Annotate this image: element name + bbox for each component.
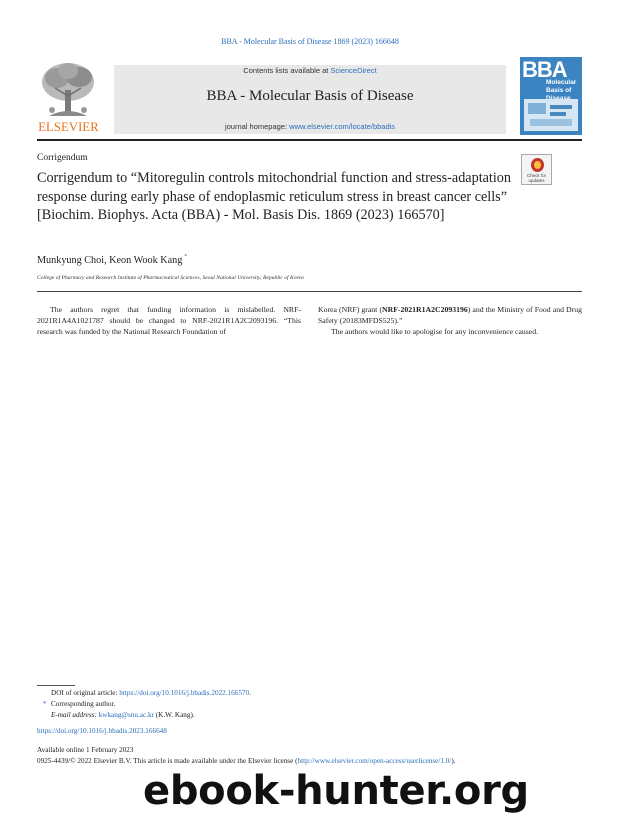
journal-homepage-link[interactable]: www.elsevier.com/locate/bbadis	[289, 122, 396, 131]
email-owner: (K.W. Kang).	[153, 711, 195, 720]
author-list	[37, 254, 187, 266]
corresponding-author-mark[interactable]: *	[184, 254, 188, 260]
elsevier-tree-icon	[37, 60, 100, 120]
email-footnote	[37, 710, 582, 721]
article-type: Corrigendum	[37, 153, 88, 163]
funding-text-b: ) and the Ministry of Food and Drug Safety (20183MFDS525).”	[318, 305, 582, 326]
footnotes	[37, 688, 582, 722]
crossmark-icon	[531, 158, 544, 172]
journal-masthead	[37, 57, 582, 135]
body-paragraph: The authors regret that funding information is mislabelled. NRF-2021R1A4A1021787 should be changed to NRF-2021R1A2C2093196. “This research was funded by the National Research Foundation of	[37, 305, 301, 337]
elsevier-logo[interactable]	[37, 60, 100, 134]
elsevier-wordmark: ELSEVIER	[38, 120, 99, 134]
original-doi-end: .	[249, 689, 251, 697]
availability-block	[37, 745, 456, 766]
cover-artwork	[524, 99, 578, 131]
header-divider	[37, 291, 582, 292]
body-column-left	[37, 304, 301, 338]
footnote-star: *	[43, 700, 47, 709]
running-head[interactable]: BBA - Molecular Basis of Disease 1869 (2023) 166648	[221, 37, 399, 46]
grant-number: NRF-2021R1A2C2093196	[382, 305, 468, 314]
check-for-updates-button[interactable]	[521, 154, 552, 185]
body-column-right	[318, 304, 582, 338]
homepage-prefix: journal homepage:	[224, 122, 290, 131]
check-for-updates-label: Check for updates	[526, 173, 547, 183]
funding-text-a: Korea (NRF) grant (	[318, 305, 383, 314]
license-suffix: ).	[451, 756, 456, 765]
masthead-center-panel	[114, 65, 506, 134]
sciencedirect-link[interactable]: ScienceDirect	[330, 66, 377, 75]
license-prefix: 0925-4439/© 2022 Elsevier B.V. This article is made available under the Elsevier license (	[37, 756, 298, 765]
contents-line	[114, 66, 506, 75]
article-title: Corrigendum to “Mitoregulin controls mitochondrial function and stress-adaptation response during early phase of endoplasmic reticulum stress in breast cancer cells” [Biochim. Biophys. Acta (BBA) - Mol. Basis Dis. 1869 (2023) 166570]	[37, 170, 511, 224]
available-online-date: Available online 1 February 2023	[37, 746, 134, 754]
homepage-line	[114, 122, 506, 131]
article-doi-link[interactable]: https://doi.org/10.1016/j.bbadis.2023.166648	[37, 727, 167, 735]
email-link[interactable]: kwkang@snu.ac.kr	[98, 711, 154, 720]
journal-cover-thumbnail[interactable]	[520, 57, 582, 135]
original-doi-label: DOI of original article:	[51, 689, 120, 697]
cover-subtitle: Molecular Basis of	[546, 79, 577, 94]
author-names: Munkyung Choi, Keon Wook Kang	[37, 255, 183, 266]
corresponding-text: Corresponding author.	[51, 700, 116, 709]
email-label: E-mail address:	[51, 711, 99, 720]
footnote-rule	[37, 685, 75, 686]
watermark-text: ebook-hunter.org	[143, 768, 529, 814]
license-line	[37, 756, 456, 767]
affiliation: College of Pharmacy and Research Institute of Pharmaceutical Sciences, Seoul National University, Republic of Korea	[37, 275, 304, 281]
masthead-divider	[37, 139, 582, 141]
original-doi-link[interactable]: https://doi.org/10.1016/j.bbadis.2022.166570	[119, 689, 250, 697]
body-paragraph-continued	[318, 304, 582, 326]
license-link[interactable]: http://www.elsevier.com/open-access/userlicense/1.0/	[297, 756, 452, 765]
apology-paragraph: The authors would like to apologise for any inconvenience caused.	[331, 327, 539, 337]
original-doi-footnote	[37, 688, 582, 699]
cover-abbrev: BBA	[522, 57, 567, 82]
corresponding-author-footnote	[37, 699, 582, 710]
contents-prefix: Contents lists available at	[243, 66, 331, 75]
journal-title: BBA - Molecular Basis of Disease	[206, 88, 414, 104]
